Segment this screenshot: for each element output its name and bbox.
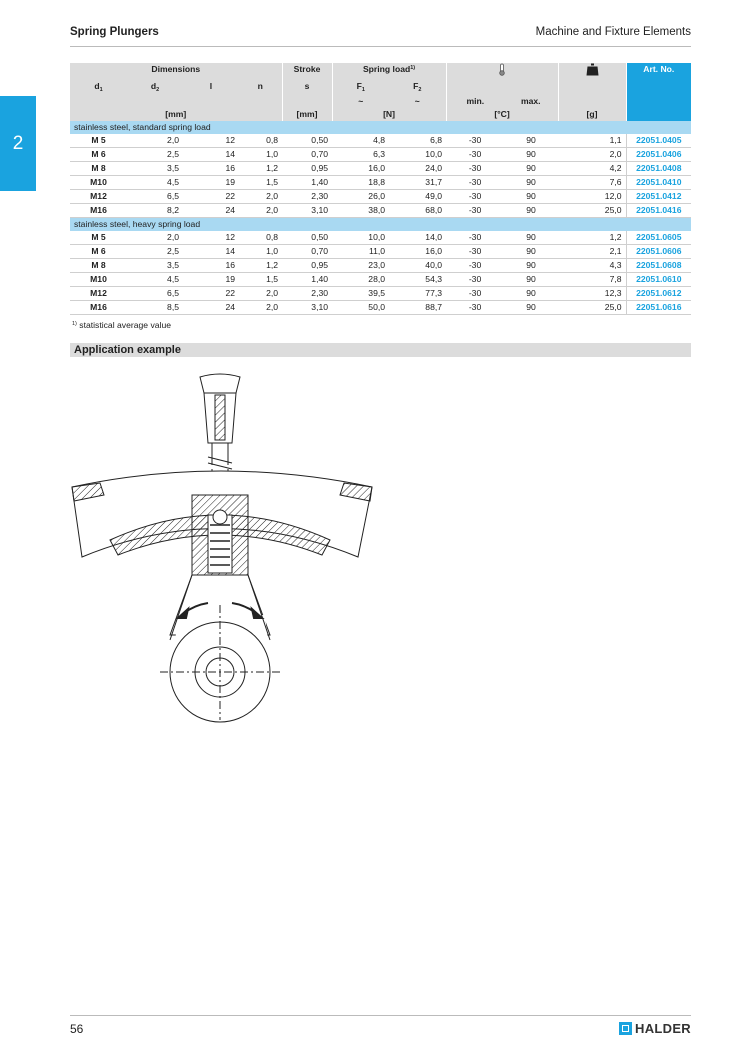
table-cell: -30 <box>446 231 504 245</box>
header-f2-tilde: ~ <box>389 95 446 108</box>
table-cell: 1,0 <box>239 245 282 259</box>
group-header-row <box>70 121 691 134</box>
table-cell: 50,0 <box>332 301 389 315</box>
art-no-link[interactable]: 22051.0608 <box>626 259 691 273</box>
table-cell: M10 <box>70 176 127 190</box>
table-row <box>70 245 691 259</box>
table-cell: 14,0 <box>389 231 446 245</box>
thermometer-icon <box>446 63 558 80</box>
table-cell: 4,2 <box>558 162 626 176</box>
table-cell: 23,0 <box>332 259 389 273</box>
table-cell: 31,7 <box>389 176 446 190</box>
header-category: Machine and Fixture Elements <box>535 26 691 38</box>
table-cell: -30 <box>446 273 504 287</box>
table-cell: 90 <box>504 190 558 204</box>
header-d2: $d_2$ <box>127 80 183 95</box>
header-art-no: Art. No. <box>626 63 691 80</box>
header-unit-c: [°C] <box>446 108 558 121</box>
header-spring-load: Spring load$^{1)}$ <box>332 63 446 80</box>
table-cell: 90 <box>504 273 558 287</box>
header-temp-min: min. <box>446 95 504 108</box>
table-cell: 22 <box>183 287 239 301</box>
lever-arm <box>160 575 280 722</box>
header-divider <box>70 46 691 47</box>
art-no-link[interactable]: 22051.0410 <box>626 176 691 190</box>
table-cell: M 6 <box>70 148 127 162</box>
table-cell: 24 <box>183 301 239 315</box>
table-cell: 0,70 <box>282 245 332 259</box>
table-row <box>70 134 691 148</box>
table-cell: 2,30 <box>282 287 332 301</box>
table-cell: 68,0 <box>389 204 446 218</box>
table-cell: 90 <box>504 204 558 218</box>
group-title: stainless steel, heavy spring load <box>70 218 691 232</box>
table-cell: 3,5 <box>127 259 183 273</box>
table-row <box>70 287 691 301</box>
table-cell: 49,0 <box>389 190 446 204</box>
table-cell: 24,0 <box>389 162 446 176</box>
table-cell: M 8 <box>70 259 127 273</box>
table-cell: M16 <box>70 301 127 315</box>
table-cell: 12 <box>183 134 239 148</box>
header-dimensions: Dimensions <box>70 63 282 80</box>
table-cell: 90 <box>504 134 558 148</box>
application-drawing <box>60 365 380 725</box>
table-cell: M 6 <box>70 245 127 259</box>
table-cell: 40,0 <box>389 259 446 273</box>
chapter-tab[interactable]: 2 <box>0 96 36 191</box>
table-cell: 90 <box>504 287 558 301</box>
halder-logo: HALDER <box>619 1021 691 1036</box>
table-cell: 6,3 <box>332 148 389 162</box>
header-unit-g: [g] <box>558 108 626 121</box>
table-cell: 90 <box>504 259 558 273</box>
plunger <box>192 495 248 575</box>
group-title: stainless steel, standard spring load <box>70 121 691 134</box>
table-cell: 11,0 <box>332 245 389 259</box>
table-cell: 7,6 <box>558 176 626 190</box>
table-cell: 90 <box>504 245 558 259</box>
table-cell: 12,0 <box>558 190 626 204</box>
table-cell: -30 <box>446 259 504 273</box>
table-cell: 90 <box>504 148 558 162</box>
art-no-link[interactable]: 22051.0408 <box>626 162 691 176</box>
header-d1: $d_1$ <box>70 80 127 95</box>
table-cell: 8,5 <box>127 301 183 315</box>
table-cell: 1,2 <box>239 259 282 273</box>
table-cell: 1,2 <box>239 162 282 176</box>
table-cell: 1,5 <box>239 273 282 287</box>
table-cell: 2,0 <box>558 148 626 162</box>
table-cell: 25,0 <box>558 204 626 218</box>
table-cell: 90 <box>504 162 558 176</box>
table-cell: -30 <box>446 287 504 301</box>
table-cell: 26,0 <box>332 190 389 204</box>
footnote: $^{1)}$ statistical average value <box>72 320 171 330</box>
table-row <box>70 148 691 162</box>
table-cell: 77,3 <box>389 287 446 301</box>
table-cell: -30 <box>446 301 504 315</box>
table-cell: 19 <box>183 273 239 287</box>
table-cell: 19 <box>183 176 239 190</box>
table-cell: 28,0 <box>332 273 389 287</box>
table-cell: 88,7 <box>389 301 446 315</box>
table-cell: 1,2 <box>558 231 626 245</box>
table-cell: 2,5 <box>127 148 183 162</box>
footer-divider <box>70 1015 691 1016</box>
table-cell: -30 <box>446 190 504 204</box>
table-cell: M 8 <box>70 162 127 176</box>
table-cell: 14 <box>183 148 239 162</box>
table-cell: -30 <box>446 176 504 190</box>
group-header-row <box>70 218 691 232</box>
header-n: n <box>239 80 282 95</box>
art-no-link[interactable]: 22051.0412 <box>626 190 691 204</box>
art-no-link[interactable]: 22051.0605 <box>626 231 691 245</box>
table-cell: 4,3 <box>558 259 626 273</box>
table-cell: 2,1 <box>558 245 626 259</box>
table-cell: 38,0 <box>332 204 389 218</box>
table-cell: 0,8 <box>239 231 282 245</box>
table-cell: 16,0 <box>389 245 446 259</box>
table-cell: 2,30 <box>282 190 332 204</box>
table-row <box>70 259 691 273</box>
table-cell: 2,0 <box>239 301 282 315</box>
table-cell: 14 <box>183 245 239 259</box>
table-cell: 0,95 <box>282 259 332 273</box>
table-cell: 18,8 <box>332 176 389 190</box>
table-cell: 10,0 <box>332 231 389 245</box>
header-f2: $F_2$ <box>389 80 446 95</box>
table-cell: -30 <box>446 134 504 148</box>
page-number: 56 <box>70 1022 84 1036</box>
table-cell: 16,0 <box>332 162 389 176</box>
table-cell: 0,70 <box>282 148 332 162</box>
table-cell: 6,8 <box>389 134 446 148</box>
table-cell: 54,3 <box>389 273 446 287</box>
table-cell: 2,0 <box>127 231 183 245</box>
table-cell: 39,5 <box>332 287 389 301</box>
table-cell: 1,40 <box>282 176 332 190</box>
art-no-link[interactable]: 22051.0416 <box>626 204 691 218</box>
section-title: Application example <box>70 343 691 357</box>
header-unit-n: [N] <box>332 108 446 121</box>
table-cell: 0,8 <box>239 134 282 148</box>
table-cell: 16 <box>183 162 239 176</box>
table-cell: 3,5 <box>127 162 183 176</box>
table-cell: 0,50 <box>282 134 332 148</box>
table-cell: 24 <box>183 204 239 218</box>
table-cell: 2,5 <box>127 245 183 259</box>
table-cell: 1,0 <box>239 148 282 162</box>
table-cell: 0,50 <box>282 231 332 245</box>
table-cell: 1,5 <box>239 176 282 190</box>
table-cell: 2,0 <box>239 190 282 204</box>
spec-table <box>70 63 691 315</box>
art-no-link[interactable]: 22051.0405 <box>626 134 691 148</box>
table-cell: M 5 <box>70 134 127 148</box>
table-row <box>70 176 691 190</box>
header-unit-mm: [mm] <box>70 108 282 121</box>
art-no-link[interactable]: 22051.0406 <box>626 148 691 162</box>
header-unit-stroke: [mm] <box>282 108 332 121</box>
table-cell: 22 <box>183 190 239 204</box>
table-cell: 12,3 <box>558 287 626 301</box>
table-cell: 12 <box>183 231 239 245</box>
art-no-link[interactable]: 22051.0612 <box>626 287 691 301</box>
table-cell: 6,5 <box>127 287 183 301</box>
table-cell: 25,0 <box>558 301 626 315</box>
table-body <box>70 121 691 315</box>
logo-icon <box>619 1022 632 1035</box>
table-cell: 4,5 <box>127 176 183 190</box>
table-row <box>70 301 691 315</box>
table-cell: 2,0 <box>239 287 282 301</box>
table-cell: 90 <box>504 231 558 245</box>
header-title: Spring Plungers <box>70 26 159 38</box>
table-cell: M12 <box>70 190 127 204</box>
table-row <box>70 162 691 176</box>
table-row <box>70 190 691 204</box>
header-l: l <box>183 80 239 95</box>
table-cell: 90 <box>504 176 558 190</box>
art-no-link[interactable]: 22051.0610 <box>626 273 691 287</box>
art-no-link[interactable]: 22051.0616 <box>626 301 691 315</box>
table-cell: 1,40 <box>282 273 332 287</box>
table-cell: -30 <box>446 148 504 162</box>
table-cell: 90 <box>504 301 558 315</box>
header-temp-max: max. <box>504 95 558 108</box>
table-cell: 3,10 <box>282 301 332 315</box>
table-cell: 8,2 <box>127 204 183 218</box>
table-cell: M10 <box>70 273 127 287</box>
weight-icon <box>558 63 626 80</box>
table-cell: 0,95 <box>282 162 332 176</box>
table-cell: -30 <box>446 204 504 218</box>
table-row <box>70 231 691 245</box>
table-cell: 3,10 <box>282 204 332 218</box>
header-f1-tilde: ~ <box>332 95 389 108</box>
table-row <box>70 204 691 218</box>
table-cell: 2,0 <box>127 134 183 148</box>
table-cell: 6,5 <box>127 190 183 204</box>
table-cell: 10,0 <box>389 148 446 162</box>
header-stroke-s: s <box>282 80 332 95</box>
table-cell: -30 <box>446 245 504 259</box>
header-stroke: Stroke <box>282 63 332 80</box>
header-f1: $F_1$ <box>332 80 389 95</box>
table-cell: M16 <box>70 204 127 218</box>
table-cell: 1,1 <box>558 134 626 148</box>
table-cell: 7,8 <box>558 273 626 287</box>
table-cell: 16 <box>183 259 239 273</box>
table-cell: -30 <box>446 162 504 176</box>
table-cell: M 5 <box>70 231 127 245</box>
table-cell: 4,8 <box>332 134 389 148</box>
table-cell: 4,5 <box>127 273 183 287</box>
table-row <box>70 273 691 287</box>
art-no-link[interactable]: 22051.0606 <box>626 245 691 259</box>
table-cell: 2,0 <box>239 204 282 218</box>
table-cell: M12 <box>70 287 127 301</box>
